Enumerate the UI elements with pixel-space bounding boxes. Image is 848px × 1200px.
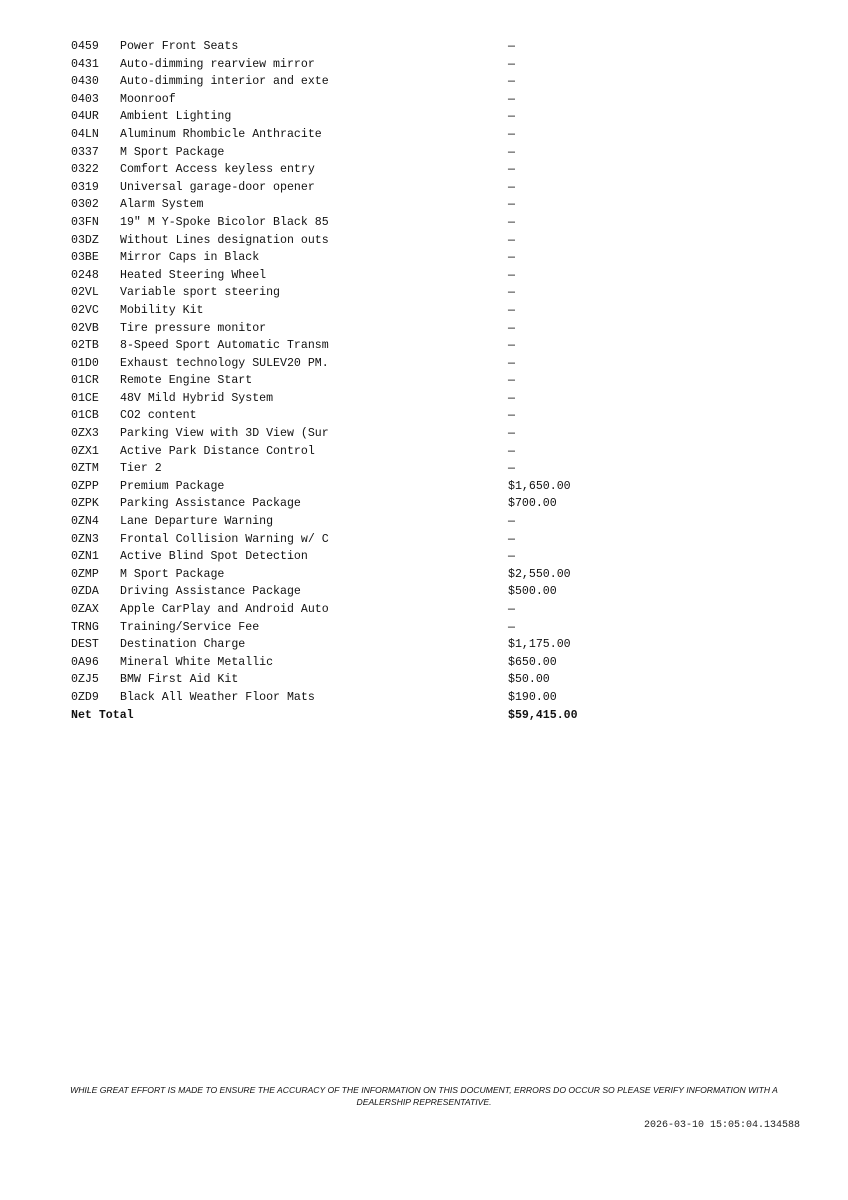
option-description: 48V Mild Hybrid System [120, 391, 274, 405]
option-row [71, 531, 611, 549]
option-code: 02VC [71, 303, 99, 317]
option-code: 02VL [71, 286, 99, 300]
timestamp: 2026-03-10 15:05:04.134588 [643, 1120, 800, 1131]
option-price: — [508, 233, 515, 247]
option-row [71, 583, 611, 601]
option-code: 0322 [71, 163, 99, 177]
option-code: 0ZMP [71, 567, 99, 581]
option-price: — [508, 409, 515, 423]
option-price: — [508, 251, 515, 265]
option-code: 0ZAX [71, 603, 99, 616]
option-row [71, 636, 611, 654]
option-price: — [508, 532, 515, 546]
option-price: — [508, 127, 515, 141]
option-description: Mineral White Metallic [120, 655, 274, 669]
option-row [71, 654, 611, 672]
option-description: Active Park Distance Control [120, 444, 315, 458]
option-row [71, 232, 611, 250]
option-row [71, 249, 611, 267]
option-price: — [508, 180, 515, 194]
option-description: Driving Assistance Package [120, 585, 301, 599]
option-description: Tier 2 [120, 462, 162, 476]
option-price: — [508, 339, 515, 353]
option-price: $1,650.00 [508, 479, 571, 493]
option-row [71, 196, 611, 214]
option-description: Tire pressure monitor [120, 321, 267, 335]
option-price: — [508, 110, 515, 124]
option-price: — [508, 603, 515, 616]
option-description: Remote Engine Start [120, 374, 253, 388]
option-row [71, 108, 611, 126]
option-price: $1,175.00 [508, 638, 571, 652]
option-code: 02VB [71, 321, 99, 335]
option-price: — [508, 427, 515, 441]
option-code: 02TB [71, 339, 99, 353]
option-price: — [508, 163, 515, 177]
option-price: — [508, 550, 515, 564]
option-price: — [508, 444, 515, 458]
option-code: 04UR [71, 110, 99, 124]
option-code: DEST [71, 638, 99, 652]
option-code: 01CE [71, 391, 99, 405]
option-code: 0248 [71, 268, 99, 282]
option-row [71, 126, 611, 144]
option-row [71, 179, 611, 197]
option-price: $50.00 [508, 673, 550, 687]
option-description: Exhaust technology SULEV20 PM. [120, 356, 329, 370]
option-description: Parking View with 3D View (Sur [120, 427, 329, 441]
option-description: Training/Service Fee [120, 620, 260, 634]
option-description: CO2 content [120, 409, 197, 423]
option-row [71, 320, 611, 338]
option-price: — [508, 198, 515, 212]
option-description: BMW First Aid Kit [120, 673, 239, 687]
option-code: 0459 [71, 40, 99, 53]
option-description: Universal garage-door opener [120, 180, 315, 194]
option-row [71, 495, 611, 513]
net-total-label: Net Total [71, 708, 134, 722]
option-description: Power Front Seats [120, 40, 239, 53]
option-price: $2,550.00 [508, 567, 571, 581]
option-price: — [508, 40, 515, 53]
option-code: 0ZX3 [71, 427, 99, 441]
option-price: — [508, 268, 515, 282]
option-description: M Sport Package [120, 145, 225, 159]
option-price: — [508, 286, 515, 300]
option-row [71, 73, 611, 91]
option-price: $650.00 [508, 655, 557, 669]
option-row [71, 355, 611, 373]
option-description: Alarm System [120, 198, 204, 212]
option-price: $500.00 [508, 585, 557, 599]
option-row [71, 161, 611, 179]
option-row [71, 513, 611, 531]
option-description: 19" M Y-Spoke Bicolor Black 85 [120, 215, 329, 229]
option-price: — [508, 75, 515, 89]
option-description: Apple CarPlay and Android Auto [120, 603, 329, 616]
option-price: — [508, 391, 515, 405]
option-code: 03BE [71, 251, 99, 265]
option-code: 0ZN3 [71, 532, 99, 546]
option-code: 01D0 [71, 356, 99, 370]
options-table [71, 38, 611, 724]
option-row [71, 407, 611, 425]
option-description: M Sport Package [120, 567, 225, 581]
option-row [71, 56, 611, 74]
option-price: — [508, 515, 515, 529]
option-row [71, 302, 611, 320]
option-price: — [508, 374, 515, 388]
option-code: 04LN [71, 127, 99, 141]
option-row [71, 566, 611, 584]
option-code: 01CB [71, 409, 99, 423]
option-code: 0ZN4 [71, 515, 99, 529]
option-code: 0ZPP [71, 479, 99, 493]
option-description: Mobility Kit [120, 303, 204, 317]
option-description: Destination Charge [120, 638, 246, 652]
option-row [71, 425, 611, 443]
option-description: Auto-dimming interior and exte [120, 75, 329, 89]
option-description: Without Lines designation outs [120, 233, 329, 247]
option-row [71, 671, 611, 689]
option-row [71, 619, 611, 637]
option-price: — [508, 620, 515, 634]
option-row [71, 214, 611, 232]
option-description: Black All Weather Floor Mats [120, 690, 315, 704]
option-code: 01CR [71, 374, 99, 388]
option-code: 0430 [71, 75, 99, 89]
option-description: Variable sport steering [120, 286, 281, 300]
option-description: Ambient Lighting [120, 110, 232, 124]
option-description: Moonroof [120, 92, 176, 106]
option-row [71, 284, 611, 302]
option-price: — [508, 303, 515, 317]
net-total-row [71, 707, 611, 725]
option-code: 0302 [71, 198, 99, 212]
option-code: 0ZJ5 [71, 673, 99, 687]
option-row [71, 91, 611, 109]
option-code: 0ZN1 [71, 550, 99, 564]
option-code: 0ZD9 [71, 690, 99, 704]
option-row [71, 548, 611, 566]
option-description: Auto-dimming rearview mirror [120, 57, 315, 71]
option-price: — [508, 92, 515, 106]
option-price: — [508, 356, 515, 370]
option-description: Parking Assistance Package [120, 497, 301, 511]
option-rows [71, 38, 611, 707]
net-total-amount: $59,415.00 [508, 708, 578, 722]
option-row [71, 478, 611, 496]
option-price: — [508, 57, 515, 71]
option-description: Frontal Collision Warning w/ C [120, 532, 329, 546]
option-row [71, 390, 611, 408]
disclaimer: WHILE GREAT EFFORT IS MADE TO ENSURE THE ACCURACY OF THE INFORMATION ON THIS DOCUMENT, ERRORS DO OCCUR SO PLEASE VERIFY INFORMATION WITH A DEALERSHIP REPRESENTATIVE. [70, 1085, 778, 1107]
option-price: $190.00 [508, 690, 557, 704]
option-price: — [508, 462, 515, 476]
option-code: 0A96 [71, 655, 99, 669]
option-row [71, 689, 611, 707]
option-code: 0431 [71, 57, 99, 71]
option-row [71, 337, 611, 355]
option-code: 0ZTM [71, 462, 99, 476]
option-price: — [508, 321, 515, 335]
option-row [71, 443, 611, 461]
option-row [71, 372, 611, 390]
option-code: 0319 [71, 180, 99, 194]
option-price: — [508, 145, 515, 159]
option-description: Aluminum Rhombicle Anthracite [120, 127, 322, 141]
option-description: Premium Package [120, 479, 225, 493]
option-code: TRNG [71, 620, 99, 634]
option-row [71, 267, 611, 285]
option-row [71, 601, 611, 619]
option-code: 0337 [71, 145, 99, 159]
option-code: 0ZPK [71, 497, 99, 511]
option-row [71, 144, 611, 162]
option-description: Mirror Caps in Black [120, 251, 260, 265]
option-row [71, 38, 611, 56]
option-row [71, 460, 611, 478]
option-code: 0ZX1 [71, 444, 99, 458]
option-code: 03DZ [71, 233, 99, 247]
option-description: Comfort Access keyless entry [120, 163, 315, 177]
option-description: 8-Speed Sport Automatic Transm [120, 339, 329, 353]
option-description: Active Blind Spot Detection [120, 550, 308, 564]
option-description: Heated Steering Wheel [120, 268, 267, 282]
option-price: $700.00 [508, 497, 557, 511]
option-code: 0403 [71, 92, 99, 106]
option-price: — [508, 215, 515, 229]
option-code: 03FN [71, 215, 99, 229]
option-code: 0ZDA [71, 585, 99, 599]
option-description: Lane Departure Warning [120, 515, 274, 529]
